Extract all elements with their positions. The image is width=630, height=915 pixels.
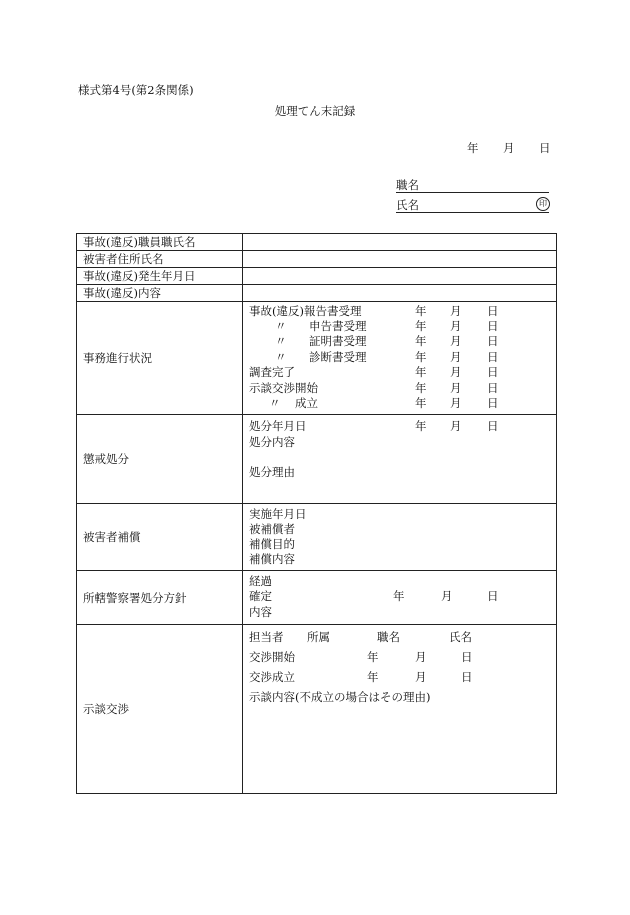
- row-value-police-policy: [243, 571, 557, 625]
- year-label: 年: [367, 670, 379, 684]
- ditto-mark: 〃: [275, 350, 287, 364]
- table-row: [77, 251, 557, 268]
- ditto-mark: 〃: [275, 334, 287, 348]
- table-row: [77, 625, 557, 794]
- settlement-start-label: 交渉開始: [249, 650, 295, 664]
- settlement-officer-label: 担当者: [249, 630, 284, 644]
- day-label: 日: [487, 304, 499, 318]
- discipline-content-label: 処分内容: [249, 435, 295, 449]
- row-label-police-policy: 所轄警察署処分方針: [77, 571, 243, 625]
- day-label: 日: [487, 381, 499, 395]
- discipline-reason-label: 処分理由: [249, 465, 295, 479]
- page-title: 処理てん末記録: [274, 104, 356, 118]
- day-label: 日: [487, 589, 499, 603]
- month-label: 月: [415, 650, 427, 664]
- signature-title-line: [396, 178, 549, 193]
- ditto-mark: 〃: [275, 319, 287, 333]
- row-value-compensation: [243, 504, 557, 571]
- signature-title-label: 職名: [396, 178, 419, 192]
- form-number: 様式第4号(第2条関係): [78, 83, 194, 97]
- settlement-title-label: 職名: [377, 630, 400, 644]
- year-label: 年: [415, 419, 427, 433]
- row-label-compensation: 被害者補償: [77, 504, 243, 571]
- compensation-line: 被補償者: [249, 522, 295, 536]
- ditto-mark: 〃: [269, 396, 281, 410]
- month-label: 月: [450, 365, 462, 379]
- year-label: 年: [415, 396, 427, 410]
- month-label: 月: [415, 670, 427, 684]
- row-label-employee: 事故(違反)職員職氏名: [77, 234, 243, 251]
- table-row: [77, 302, 557, 415]
- row-label-settlement: 示談交渉: [77, 625, 243, 794]
- date-month-label: 月: [503, 141, 515, 155]
- progress-item: 診断書受理: [309, 350, 367, 364]
- progress-item: 成立: [295, 396, 318, 410]
- year-label: 年: [415, 350, 427, 364]
- day-label: 日: [487, 319, 499, 333]
- month-label: 月: [450, 334, 462, 348]
- year-label: 年: [415, 381, 427, 395]
- table-row: [77, 571, 557, 625]
- year-label: 年: [415, 334, 427, 348]
- day-label: 日: [487, 350, 499, 364]
- table-row: [77, 234, 557, 251]
- progress-item: 事故(違反)報告書受理: [249, 304, 362, 318]
- year-label: 年: [393, 589, 405, 603]
- table-row: [77, 285, 557, 302]
- progress-item: 示談交渉開始: [249, 381, 318, 395]
- row-label-victim: 被害者住所氏名: [77, 251, 243, 268]
- compensation-line: 補償内容: [249, 552, 295, 566]
- month-label: 月: [441, 589, 453, 603]
- police-progress-label: 経過: [249, 574, 272, 588]
- progress-item: 申告書受理: [309, 319, 367, 333]
- settlement-success-label: 交渉成立: [249, 670, 295, 684]
- year-label: 年: [415, 304, 427, 318]
- settlement-dept-label: 所属: [307, 630, 330, 644]
- row-label-progress: 事務進行状況: [77, 302, 243, 415]
- signature-name-line: [396, 198, 549, 213]
- record-table: [76, 233, 557, 794]
- police-content-label: 内容: [249, 605, 272, 619]
- row-value-incident-content: [243, 285, 557, 302]
- row-value-discipline: [243, 415, 557, 504]
- table-row: [77, 415, 557, 504]
- table-row: [77, 504, 557, 571]
- day-label: 日: [461, 650, 473, 664]
- settlement-content-label: 示談内容(不成立の場合はその理由): [249, 690, 431, 704]
- date-day-label: 日: [539, 141, 551, 155]
- compensation-line: 実施年月日: [249, 507, 307, 521]
- month-label: 月: [450, 304, 462, 318]
- day-label: 日: [461, 670, 473, 684]
- compensation-line: 補償目的: [249, 537, 295, 551]
- progress-item: 証明書受理: [309, 334, 367, 348]
- month-label: 月: [450, 319, 462, 333]
- day-label: 日: [487, 419, 499, 433]
- month-label: 月: [450, 350, 462, 364]
- month-label: 月: [450, 396, 462, 410]
- year-label: 年: [415, 365, 427, 379]
- police-decided-label: 確定: [249, 589, 272, 603]
- row-value-occurrence-date: [243, 268, 557, 285]
- date-year-label: 年: [467, 141, 479, 155]
- day-label: 日: [487, 365, 499, 379]
- progress-item: 調査完了: [249, 365, 295, 379]
- year-label: 年: [415, 319, 427, 333]
- row-label-discipline: 懲戒処分: [77, 415, 243, 504]
- day-label: 日: [487, 334, 499, 348]
- table-row: [77, 268, 557, 285]
- row-label-occurrence-date: 事故(違反)発生年月日: [77, 268, 243, 285]
- settlement-name-label: 氏名: [449, 630, 472, 644]
- row-value-progress: [243, 302, 557, 415]
- row-value-employee: [243, 234, 557, 251]
- seal-mark: 印: [536, 197, 550, 211]
- month-label: 月: [450, 419, 462, 433]
- row-label-incident-content: 事故(違反)内容: [77, 285, 243, 302]
- discipline-date-label: 処分年月日: [249, 419, 307, 433]
- row-value-victim: [243, 251, 557, 268]
- row-value-settlement: [243, 625, 557, 794]
- month-label: 月: [450, 381, 462, 395]
- day-label: 日: [487, 396, 499, 410]
- signature-name-label: 氏名: [396, 198, 419, 212]
- year-label: 年: [367, 650, 379, 664]
